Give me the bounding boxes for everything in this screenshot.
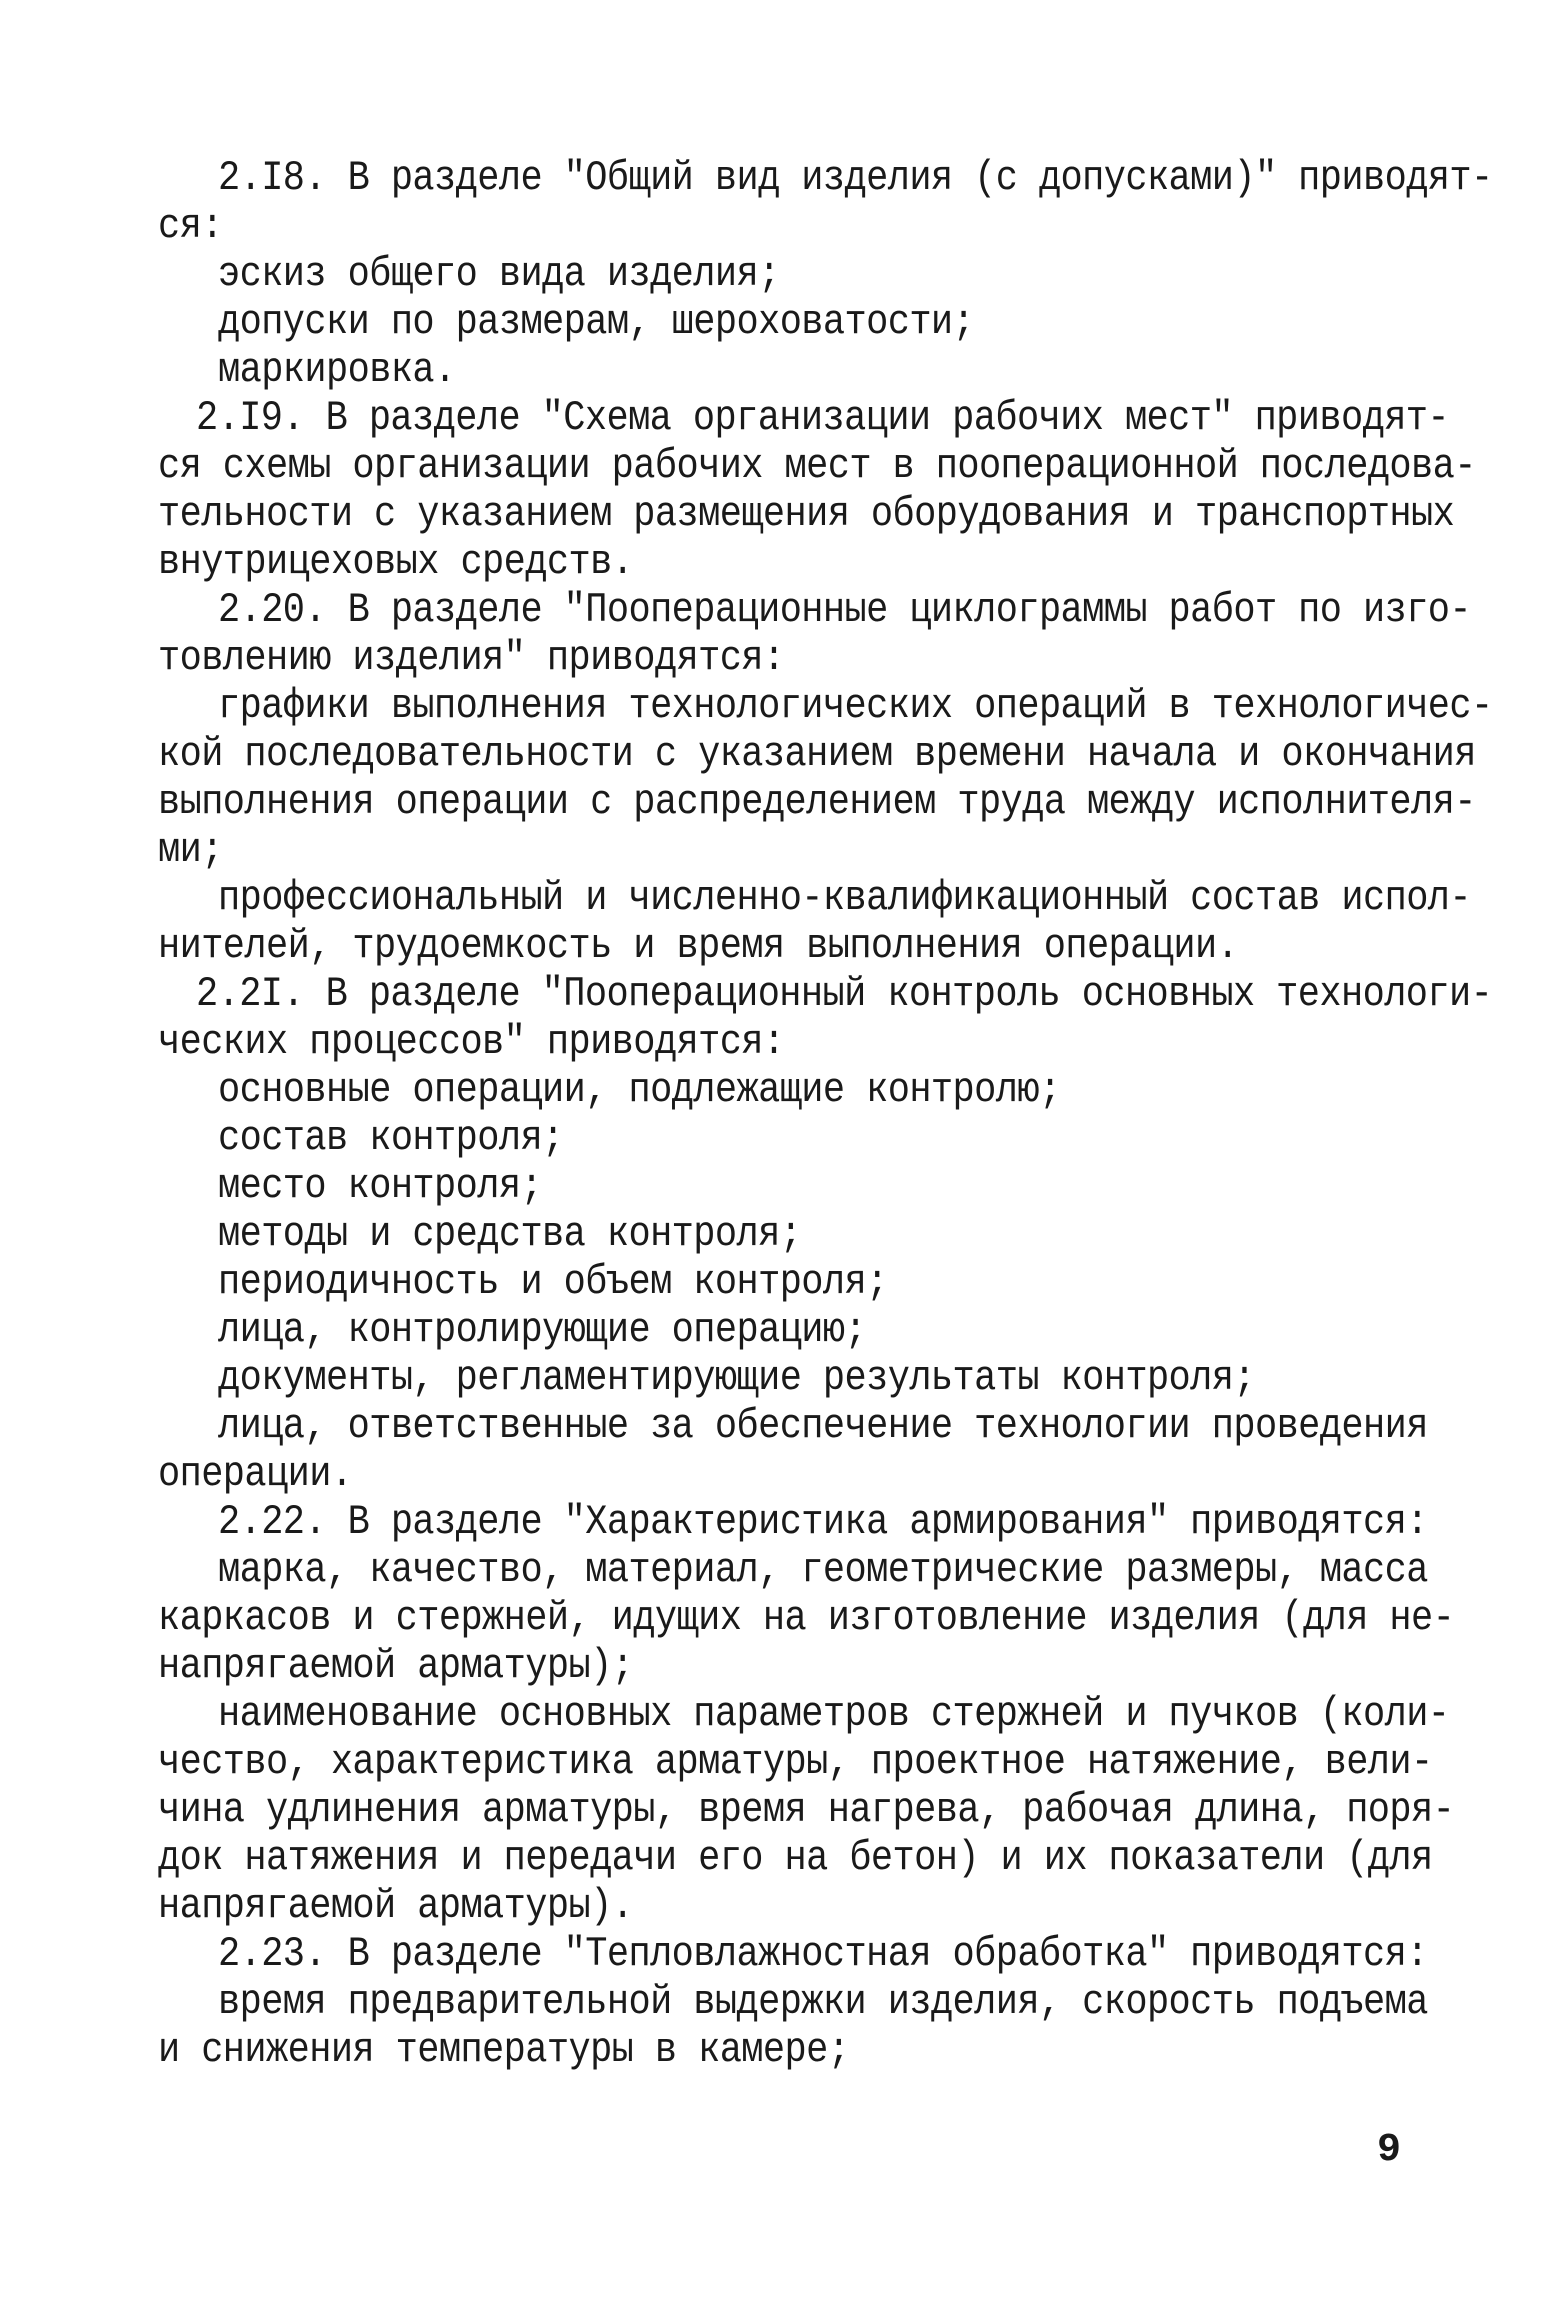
text-line: документы, регламентирующие результаты контроля; (218, 1355, 1255, 1403)
text-line: допуски по размерам, шероховатости; (218, 299, 975, 347)
text-line: каркасов и стержней, идущих на изготовление изделия (для не- (158, 1595, 1455, 1643)
text-line: 2.2I. В разделе "Пооперационный контроль основных технологи- (196, 971, 1493, 1019)
text-line: лица, контролирующие операцию; (218, 1307, 867, 1355)
text-line: кой последовательности с указанием времени начала и окончания (158, 731, 1476, 779)
text-line: профессиональный и численно-квалификационный состав испол- (218, 875, 1472, 923)
text-line: напрягаемой арматуры); (158, 1643, 634, 1691)
text-line: 2.I9. В разделе "Схема организации рабочих мест" приводят- (196, 395, 1450, 443)
page-number: 9 (1377, 2128, 1402, 2173)
text-line: место контроля; (218, 1163, 543, 1211)
text-line: чина удлинения арматуры, время нагрева, рабочая длина, поря- (158, 1787, 1455, 1835)
text-line: графики выполнения технологических операций в технологичес- (218, 683, 1493, 731)
text-line: наименование основных параметров стержней и пучков (коли- (218, 1691, 1450, 1739)
text-line: операции. (158, 1451, 353, 1499)
text-line: время предварительной выдержки изделия, скорость подъема (218, 1979, 1428, 2027)
text-line: лица, ответственные за обеспечение технологии проведения (218, 1403, 1428, 1451)
text-line: тельности с указанием размещения оборудования и транспортных (158, 491, 1455, 539)
text-line: методы и средства контроля; (218, 1211, 802, 1259)
text-line: внутрицеховых средств. (158, 539, 634, 587)
text-line: док натяжения и передачи его на бетон) и их показатели (для (158, 1835, 1433, 1883)
text-line: периодичность и объем контроля; (218, 1259, 888, 1307)
text-line: 2.I8. В разделе "Общий вид изделия (с допусками)" приводят- (218, 155, 1493, 203)
text-line: чество, характеристика арматуры, проектное натяжение, вели- (158, 1739, 1433, 1787)
text-line: нителей, трудоемкость и время выполнения операции. (158, 923, 1239, 971)
text-line: ся схемы организации рабочих мест в пооперационной последова- (158, 443, 1476, 491)
text-line: 2.23. В разделе "Тепловлажностная обработка" приводятся: (218, 1931, 1428, 1979)
text-line: выполнения операции с распределением труда между исполнителя- (158, 779, 1476, 827)
text-line: напрягаемой арматуры). (158, 1883, 634, 1931)
text-line: ми; (158, 827, 223, 875)
text-line: маркировка. (218, 347, 456, 395)
text-line: 2.20. В разделе "Пооперационные циклограммы работ по изго- (218, 587, 1472, 635)
text-line: основные операции, подлежащие контролю; (218, 1067, 1061, 1115)
text-line: марка, качество, материал, геометрические размеры, масса (218, 1547, 1428, 1595)
text-line: ческих процессов" приводятся: (158, 1019, 785, 1067)
text-line: эскиз общего вида изделия; (218, 251, 780, 299)
text-line: и снижения температуры в камере; (158, 2027, 850, 2075)
text-line: состав контроля; (218, 1115, 564, 1163)
text-line: ся: (158, 203, 223, 251)
text-line: 2.22. В разделе "Характеристика армирования" приводятся: (218, 1499, 1428, 1547)
text-line: товлению изделия" приводятся: (158, 635, 785, 683)
